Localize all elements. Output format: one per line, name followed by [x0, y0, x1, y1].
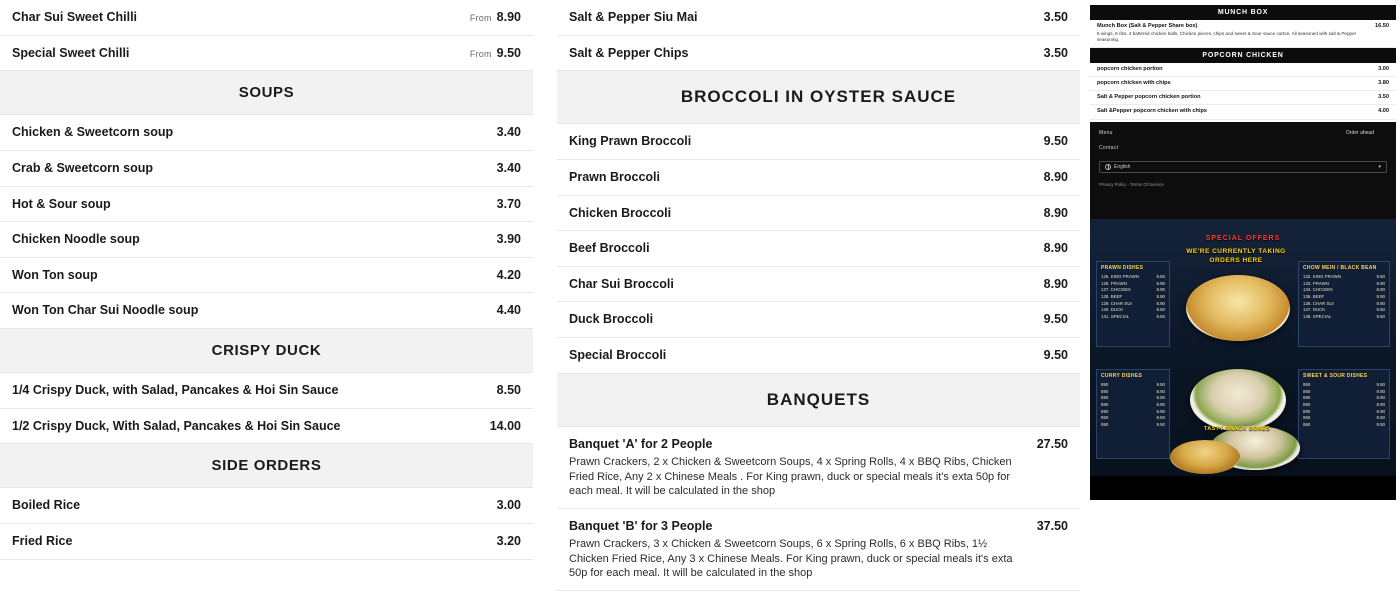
food-plate-image	[1186, 275, 1290, 341]
menu-item-price: 3.40	[496, 125, 521, 140]
noodle-bowl-image	[1170, 440, 1240, 474]
mini-item-name: popcorn chicken portion	[1097, 65, 1163, 72]
wall-board-line: 950 9.50	[1101, 415, 1165, 421]
wall-board-line: 950 9.50	[1303, 382, 1385, 388]
wall-board-line: 126. PRAWN 8.90	[1101, 280, 1165, 286]
mini-section-header-munch-box: MUNCH BOX	[1090, 5, 1396, 20]
wall-board-line: 137. DUCK 9.50	[1303, 307, 1385, 313]
menu-item-description: Prawn Crackers, 2 x Chicken & Sweetcorn Soups, 4 x Spring Rolls, 4 x BBQ Ribs, Chicken Fried Rice, Any 2 x Chinese Meals . For King prawn, duck or special meals it's exta 50p for each meal. It will be calculated in the shop	[569, 456, 1012, 498]
mini-item-name: popcorn chicken with chips	[1097, 79, 1171, 86]
menu-item-row[interactable]	[0, 258, 533, 294]
footer-link-menu[interactable]: Menu	[1099, 129, 1113, 136]
menu-item-price: 8.90	[1043, 276, 1068, 291]
wall-board-line: 135. BEEF 8.90	[1303, 294, 1385, 300]
mini-menu-item[interactable]	[1090, 20, 1396, 48]
mini-item-content	[1097, 23, 1375, 44]
wall-board-title: CURRY DISHES	[1101, 372, 1143, 379]
menu-item-row[interactable]	[0, 409, 533, 445]
menu-item-row[interactable]	[0, 0, 533, 36]
menu-item-price: 3.00	[496, 498, 521, 513]
food-plate-image	[1190, 369, 1286, 431]
menu-item-name: Char Sui Broccoli	[569, 276, 674, 291]
mini-section-header-popcorn-chicken: POPCORN CHICKEN	[1090, 48, 1396, 63]
menu-item-row[interactable]	[557, 338, 1080, 374]
wall-board-line: 890 8.90	[1101, 388, 1165, 394]
menu-item-price: 3.50	[1043, 10, 1068, 24]
wall-board-line: 138. SPECIAL 9.50	[1303, 313, 1385, 319]
menu-item-price: 37.50	[1036, 518, 1068, 533]
wall-board-line: 127. CHICKEN 8.90	[1101, 287, 1165, 293]
menu-item-row[interactable]	[0, 187, 533, 223]
site-footer	[1090, 122, 1396, 219]
mini-item-price: 16.50	[1375, 23, 1389, 29]
price-value: 8.90	[496, 10, 521, 24]
menu-item-name: Won Ton Char Sui Noodle soup	[12, 303, 199, 318]
wall-board-line: 134. CHICKEN 8.90	[1303, 287, 1385, 293]
wall-board-line: 890 8.90	[1303, 395, 1385, 401]
mini-menu-preview	[1090, 0, 1396, 122]
wall-board-title: CHOW MEIN / BLACK BEAN	[1303, 264, 1377, 271]
menu-item-row[interactable]	[0, 488, 533, 524]
menu-item-name: 1/2 Crispy Duck, With Salad, Pancakes & Hoi Sin Sauce	[12, 418, 341, 433]
wall-board-line: 132. KING PRAWN 9.50	[1303, 274, 1385, 280]
menu-item-name: Fried Rice	[12, 533, 73, 548]
menu-item-price	[470, 10, 521, 24]
price-from-label: From	[469, 13, 492, 23]
menu-item-row[interactable]	[0, 293, 533, 329]
wall-board-line: 890 8.90	[1303, 408, 1385, 414]
language-selector[interactable]	[1099, 161, 1387, 173]
menu-item-row[interactable]	[557, 267, 1080, 303]
globe-icon	[1105, 164, 1111, 170]
menu-item-name: Special Broccoli	[569, 348, 667, 362]
wall-board-line: 890 8.90	[1303, 402, 1385, 408]
wall-menu-board	[1096, 261, 1170, 347]
menu-item-name: Salt & Pepper Siu Mai	[569, 10, 698, 24]
mini-menu-item[interactable]	[1090, 77, 1396, 91]
wall-menu-board	[1298, 261, 1390, 347]
menu-item-price: 3.90	[496, 232, 521, 247]
menu-item-row[interactable]	[557, 196, 1080, 232]
wall-board-line: 890 8.90	[1101, 395, 1165, 401]
wall-menu-board	[1298, 369, 1390, 459]
menu-item-row[interactable]	[557, 160, 1080, 196]
wall-board-line: 890 8.90	[1101, 402, 1165, 408]
menu-item-price: 8.90	[1043, 205, 1068, 220]
mini-item-price: 3.80	[1378, 79, 1389, 86]
photo-banner-bottom: TASTY SNACK BOXES	[1203, 425, 1271, 432]
menu-item-row[interactable]	[557, 36, 1080, 72]
wall-board-line: 130. DUCK 9.50	[1101, 307, 1165, 313]
menu-item-row[interactable]	[557, 427, 1080, 509]
mini-item-name: Salt &Pepper popcorn chicken with chips	[1097, 108, 1208, 115]
menu-item-row[interactable]	[0, 151, 533, 187]
photo-banner-red: SPECIAL OFFERS	[1205, 234, 1281, 242]
wall-board-line: 950 9.50	[1101, 421, 1165, 427]
menu-column-left	[0, 0, 545, 548]
price-value: 9.50	[496, 45, 521, 60]
section-header-crispy-duck: CRISPY DUCK	[0, 329, 533, 373]
wall-board-line: 128. BEEF 8.90	[1101, 294, 1165, 300]
mini-menu-item[interactable]	[1090, 105, 1396, 119]
menu-item-price: 8.90	[1043, 169, 1068, 184]
menu-item-price: 9.50	[1043, 134, 1068, 149]
price-from-label: From	[469, 48, 492, 59]
menu-item-price: 27.50	[1036, 436, 1068, 451]
menu-item-price: 14.00	[489, 418, 521, 433]
menu-item-name: Banquet 'A' for 2 People	[569, 436, 713, 451]
menu-item-price: 8.90	[1043, 241, 1068, 256]
menu-item-row[interactable]	[557, 509, 1080, 591]
wall-board-line: 890 8.90	[1303, 388, 1385, 394]
menu-item-name: Won Ton soup	[12, 267, 98, 282]
menu-item-row[interactable]	[0, 524, 533, 560]
menu-item-description: Prawn Crackers, 3 x Chicken & Sweetcorn Soups, 6 x Spring Rolls, 6 x BBQ Ribs, 1½ Chicken Fried Rice, Any 3 x Chinese Meals. For King prawn, duck or special meals it's exta 50p for each meal. It will be calculated in the shop	[569, 538, 1013, 580]
menu-item-price: 9.50	[1043, 312, 1068, 327]
menu-item-name: Salt & Pepper Chips	[569, 45, 689, 60]
menu-item-row[interactable]	[0, 36, 533, 72]
wall-board-line: 125. KING PRAWN 9.50	[1101, 274, 1165, 280]
menu-item-name: Boiled Rice	[12, 498, 81, 513]
wall-board-line: 129. CHAR SUI 8.90	[1101, 300, 1165, 306]
menu-item-name: Char Sui Sweet Chilli	[12, 10, 138, 24]
menu-item-name: Prawn Broccoli	[569, 169, 660, 184]
menu-item-row[interactable]	[0, 373, 533, 409]
language-label: English	[1114, 163, 1131, 170]
menu-item-row[interactable]	[0, 222, 533, 258]
storefront-photo	[1090, 219, 1396, 476]
menu-item-price: 8.50	[496, 383, 521, 397]
wall-board-line: 136. CHAR SUI 8.90	[1303, 300, 1385, 306]
menu-item-name: King Prawn Broccoli	[569, 134, 692, 149]
menu-item-name: Chicken Noodle soup	[12, 232, 140, 247]
wall-board-title: PRAWN DISHES	[1101, 264, 1144, 271]
wall-board-line: 950 9.50	[1101, 382, 1165, 388]
photo-banner-yellow: WE'RE CURRENTLY TAKING ORDERS HERE	[1186, 247, 1286, 265]
menu-item-price: 4.40	[496, 303, 521, 318]
mini-item-price: 3.50	[1378, 94, 1389, 101]
menu-item-price: 9.50	[1043, 348, 1068, 362]
wall-board-title: SWEET & SOUR DISHES	[1303, 372, 1368, 379]
mini-item-price: 3.00	[1378, 65, 1389, 72]
menu-item-name: Hot & Sour soup	[12, 196, 111, 211]
mini-item-description: 5 wings, 6 ribs, 4 battered chicken balls, Chicken pieces, chips and sweet & Sour sauce carton. All seasoned with salt & Pepper seasoning.	[1097, 31, 1357, 43]
wall-board-line: 890 8.90	[1101, 408, 1165, 414]
mini-menu-item[interactable]	[1090, 91, 1396, 105]
menu-item-row[interactable]	[0, 115, 533, 151]
menu-item-price: 4.20	[496, 267, 521, 282]
menu-item-row[interactable]	[557, 0, 1080, 36]
menu-item-name: 1/4 Crispy Duck, with Salad, Pancakes & Hoi Sin Sauce	[12, 383, 339, 397]
menu-item-price	[470, 46, 521, 60]
menu-item-name: Beef Broccoli	[569, 241, 650, 256]
footer-link-order-ahead[interactable]: Order ahead	[1345, 129, 1374, 136]
mini-item-price: 4.00	[1378, 108, 1389, 115]
wall-board-line: 950 9.50	[1303, 421, 1385, 427]
menu-item-name: Chicken & Sweetcorn soup	[12, 125, 174, 140]
menu-item-row[interactable]	[557, 124, 1080, 160]
language-selector-value	[1105, 164, 1130, 170]
menu-column-middle	[545, 0, 1090, 580]
footer-link-contact[interactable]: Contact	[1099, 144, 1119, 151]
section-header-broccoli: BROCCOLI IN OYSTER SAUCE	[557, 71, 1080, 124]
menu-item-row[interactable]	[557, 231, 1080, 267]
section-header-banquets: BANQUETS	[557, 374, 1080, 427]
wall-board-line: 133. PRAWN 8.90	[1303, 280, 1385, 286]
menu-item-name: Duck Broccoli	[569, 312, 654, 327]
section-header-soups: SOUPS	[0, 71, 533, 115]
section-header-side-orders: SIDE ORDERS	[0, 444, 533, 488]
menu-item-price: 3.40	[496, 160, 521, 175]
wall-menu-board	[1096, 369, 1170, 459]
menu-item-name: Special Sweet Chilli	[12, 45, 130, 60]
menu-item-content	[569, 519, 1037, 581]
menu-item-price: 3.20	[496, 533, 521, 548]
menu-item-name: Chicken Broccoli	[569, 205, 672, 220]
chevron-down-icon: ▾	[1378, 163, 1381, 170]
mini-item-name: Munch Box (Salt & Pepper Share box)	[1097, 23, 1198, 29]
mini-item-name: Salt & Pepper popcorn chicken portion	[1097, 94, 1201, 101]
wall-board-line: 950 9.50	[1303, 415, 1385, 421]
menu-item-price: 3.50	[1043, 45, 1068, 60]
menu-item-name: Banquet 'B' for 3 People	[569, 518, 713, 533]
menu-item-price: 3.70	[496, 196, 521, 211]
mini-menu-item[interactable]	[1090, 63, 1396, 77]
wall-board-line: 131. SPECIAL 9.50	[1101, 313, 1165, 319]
right-preview-panel	[1090, 0, 1396, 500]
menu-item-row[interactable]	[557, 302, 1080, 338]
footer-legal-links[interactable]: Privacy Policy - Terms Of Service	[1099, 181, 1164, 187]
menu-item-content	[569, 437, 1037, 499]
menu-item-name: Crab & Sweetcorn soup	[12, 160, 153, 175]
